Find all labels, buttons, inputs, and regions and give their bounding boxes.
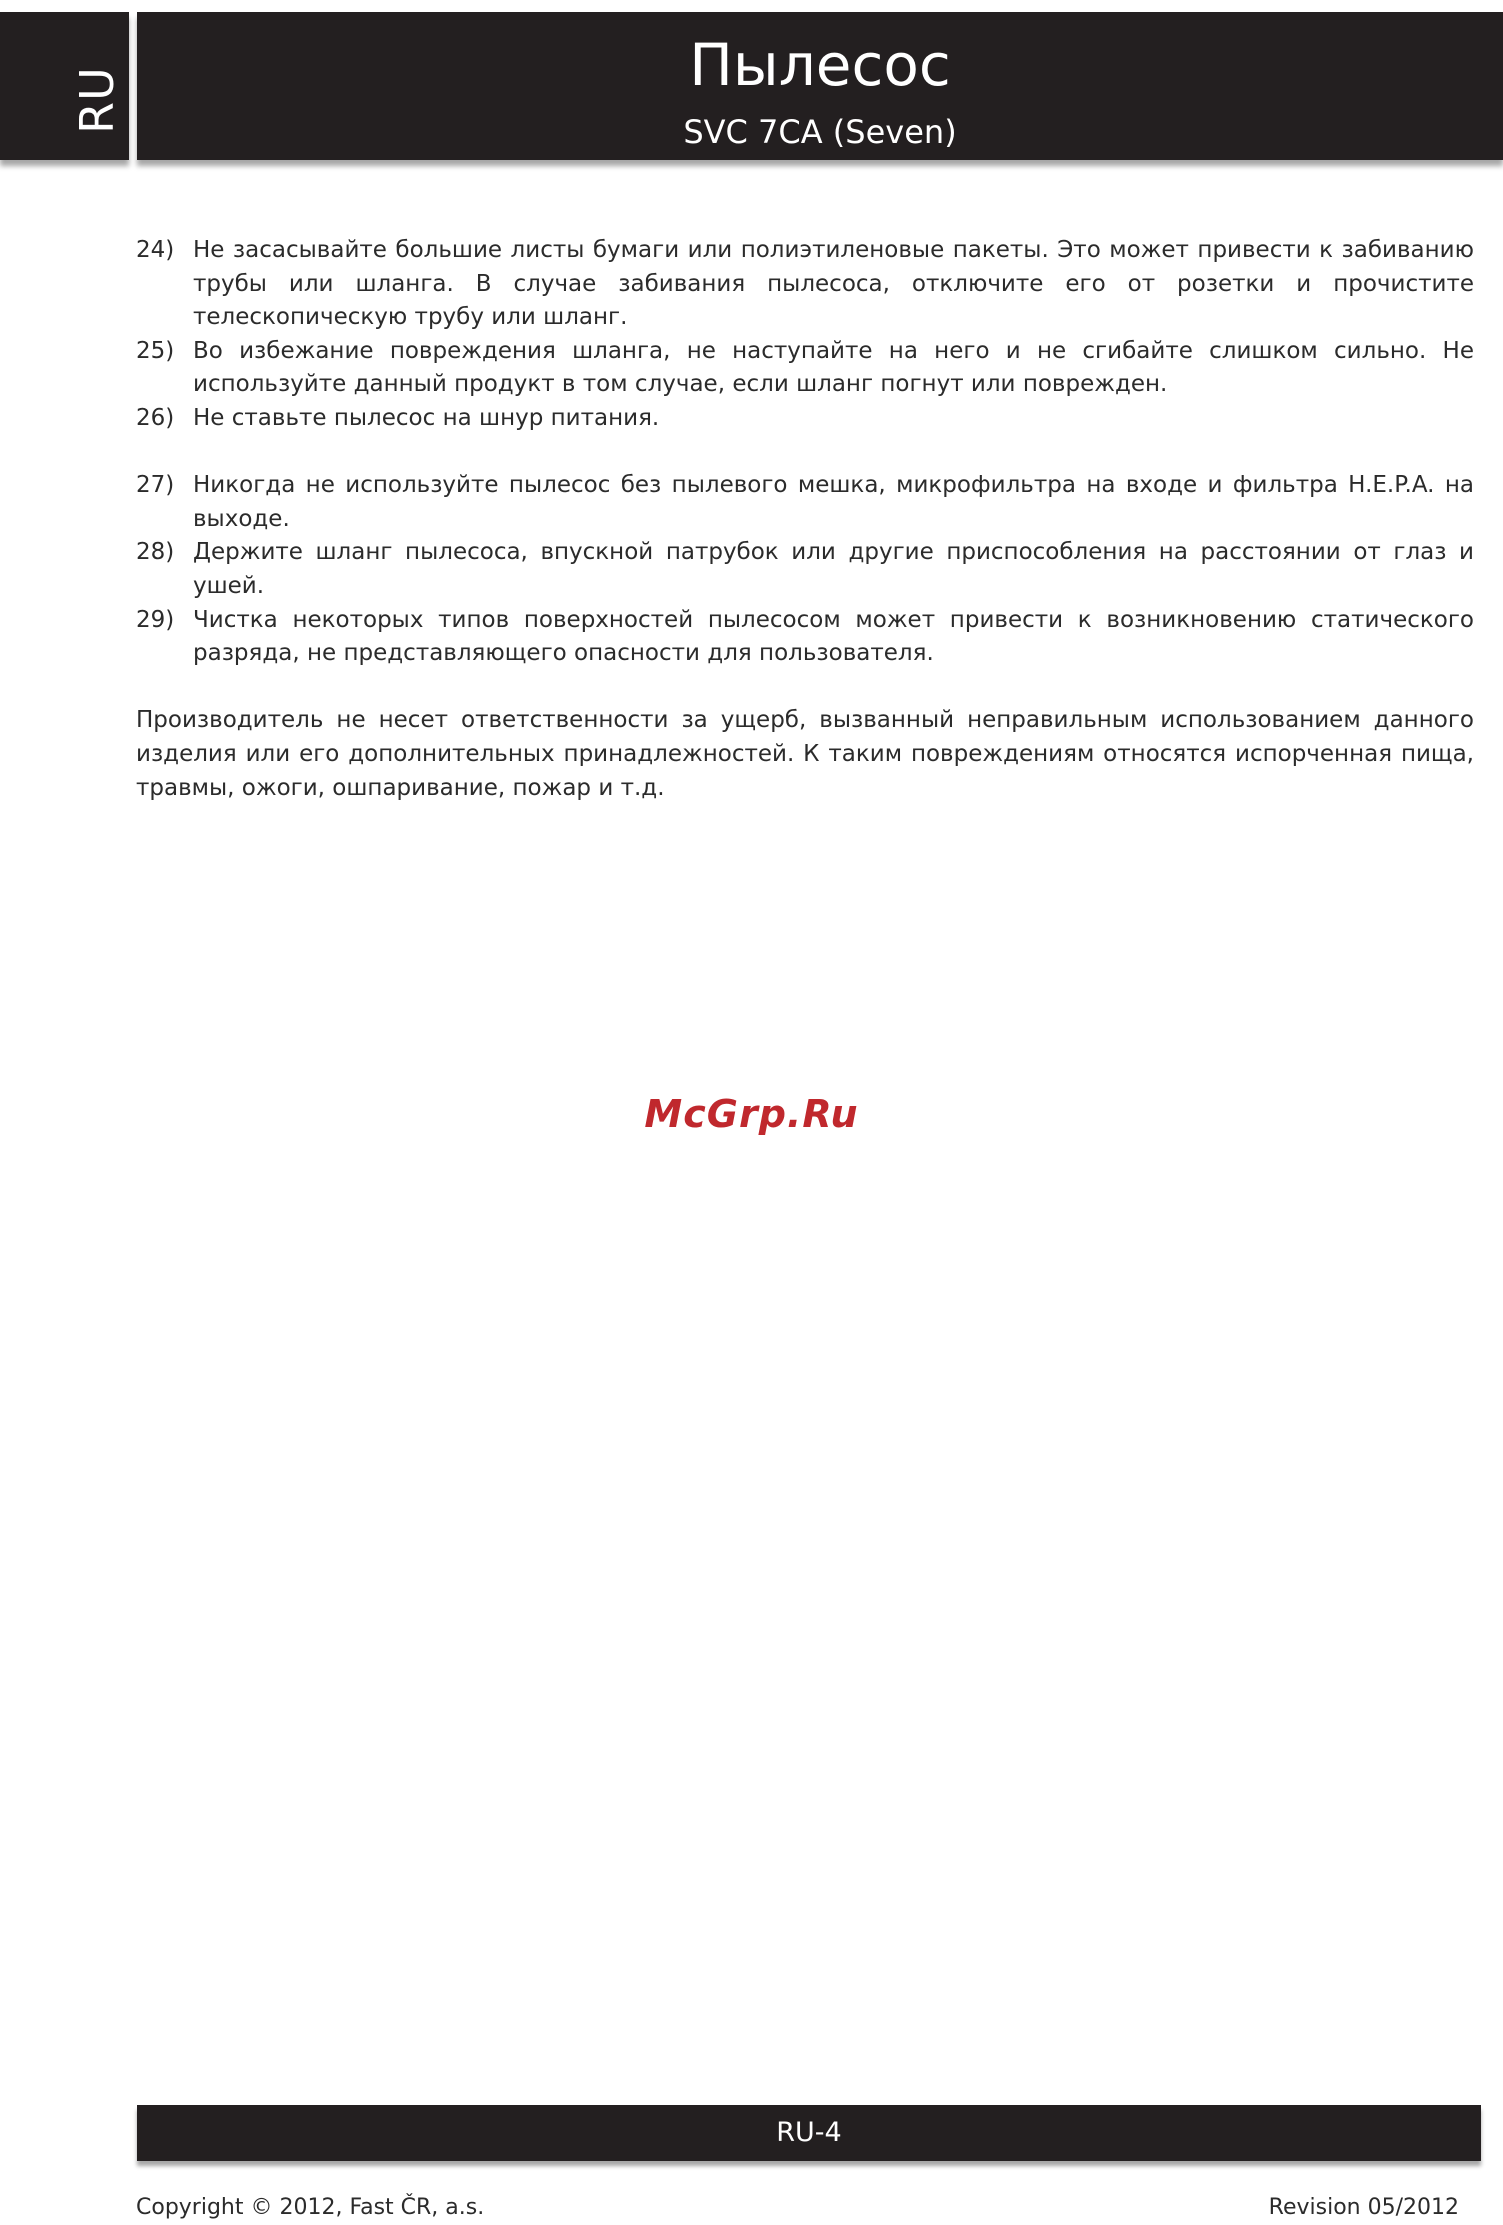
watermark-text: McGrp.Ru [644, 1092, 859, 1136]
safety-instructions [136, 234, 1474, 805]
title-bar [137, 12, 1503, 160]
item-text: Держите шланг пылесоса, впускной патрубок или другие приспособления на расстоянии от глаз и ушей. [193, 539, 1474, 599]
spacer [136, 671, 1474, 705]
model-subtitle: SVC 7CA (Seven) [683, 113, 957, 151]
item-number: 24) [136, 237, 175, 263]
item-number: 28) [136, 539, 175, 566]
item-number: 29) [136, 606, 175, 633]
footer-page-bar [137, 2105, 1481, 2161]
item-number: 26) [136, 404, 175, 431]
item-text: Чистка некоторых типов поверхностей пылесосом может привести к возникновению статического разряда, не представляющего опасности для пользователя. [193, 606, 1474, 667]
page-number: RU-4 [776, 2117, 842, 2148]
list-item [136, 469, 1474, 536]
item-number: 25) [136, 337, 175, 364]
spacer [136, 436, 1474, 470]
item-text: Не ставьте пылесос на шнур питания. [193, 404, 660, 431]
language-tab-label: RU [70, 66, 124, 134]
list-item [136, 536, 1474, 603]
liability-disclaimer: Производитель не несет ответственности за ущерб, вызванный неправильным использованием данного изделия или его дополнительных принадлежностей. К таким повреждениям относятся испорченная пища, травмы, ожоги, ошпаривание, пожар и т.д. [136, 707, 1474, 801]
list-item [136, 234, 1474, 335]
item-text: Во избежание повреждения шланга, не наступайте на него и не сгибайте слишком сильно. Не используйте данный продукт в том случае, если шланг погнут или поврежден. [193, 337, 1474, 398]
item-number: 27) [136, 472, 175, 499]
copyright-notice: Copyright © 2012, Fast ČR, a.s. [136, 2195, 485, 2220]
list-item [136, 335, 1474, 402]
item-text: Никогда не используйте пылесос без пылевого мешка, микрофильтра на входе и фильтра H.E.P.A. на выходе. [193, 472, 1474, 532]
revision-label: Revision 05/2012 [1268, 2195, 1459, 2220]
language-tab [0, 12, 129, 160]
item-text: Не засасывайте большие листы бумаги или полиэтиленовые пакеты. Это может привести к забиванию трубы или шланга. В случае забивания пылесоса, отключите его от розетки и прочистите телескопическую трубу или шланг. [193, 237, 1474, 331]
list-item [136, 402, 1474, 436]
page-title: Пылесос [689, 31, 951, 99]
list-item [136, 604, 1474, 671]
